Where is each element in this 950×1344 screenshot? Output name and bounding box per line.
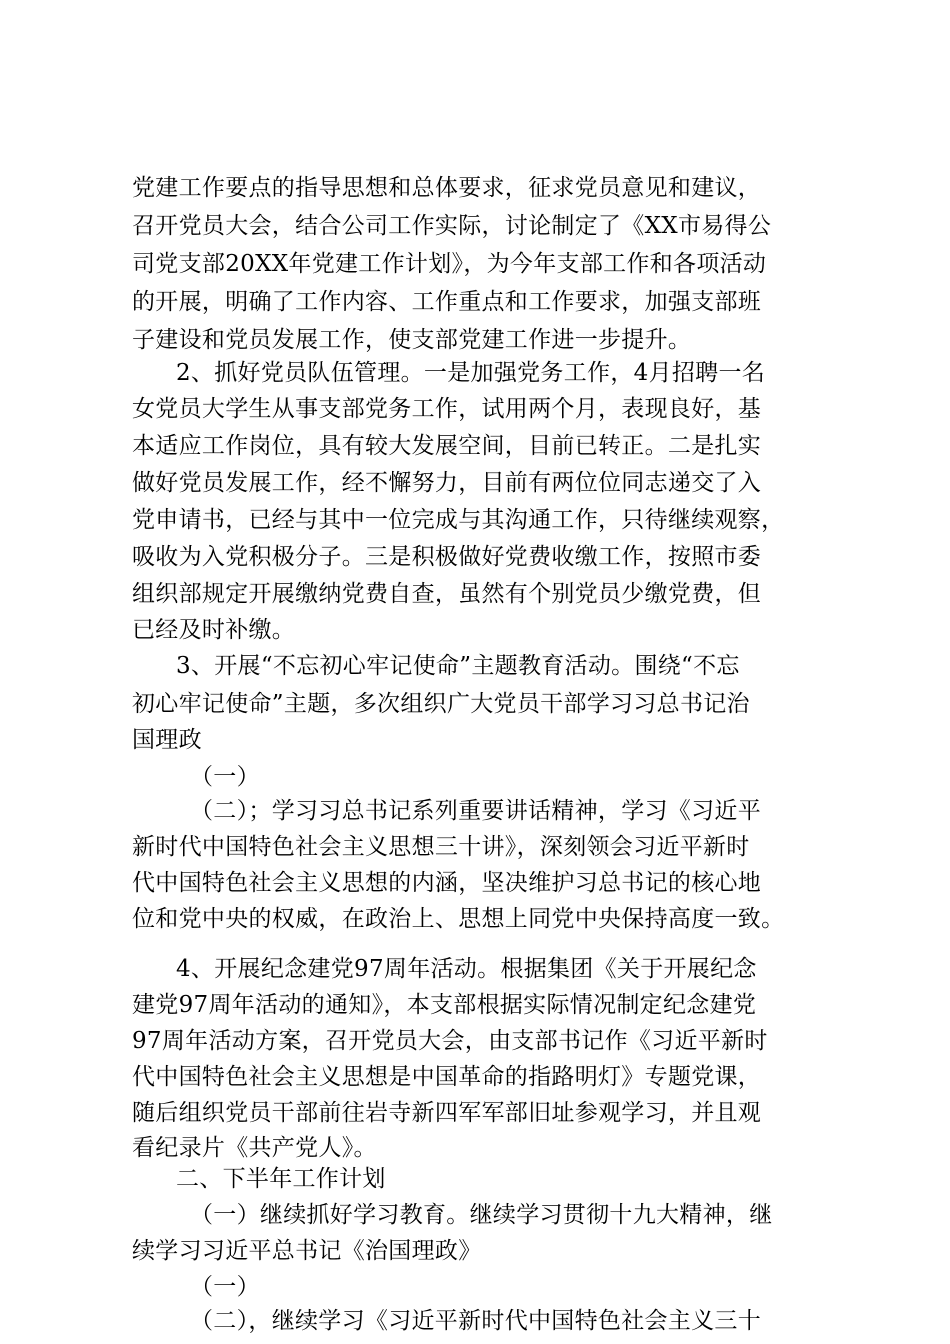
paragraph-line: 本适应工作岗位，具有较大发展空间，目前已转正。二是扎实 [132,433,762,459]
paragraph-line: 组织部规定开展缴纳党费自查，虽然有个别党员少缴党费，但 [132,581,762,607]
paragraph-line: 子建设和党员发展工作，使支部党建工作进一步提升。 [132,327,692,353]
paragraph-line: 吸收为入党积极分子。三是积极做好党费收缴工作，按照市委 [132,544,762,570]
paragraph-line: 女党员大学生从事支部党务工作，试用两个月，表现良好，基 [132,396,762,422]
paragraph-line: 看纪录片《共产党人》。 [132,1135,377,1161]
paragraph-line: 3、开展“不忘初心牢记使命”主题教育活动。围绕“不忘 [176,653,740,679]
paragraph-line: 建党97周年活动的通知》，本支部根据实际情况制定纪念建党 [132,992,757,1018]
paragraph-line: 司党支部20XX年党建工作计划》，为今年支部工作和各项活动 [132,251,767,277]
paragraph-line: 位和党中央的权威，在政治上、思想上同党中央保持高度一致。 [132,906,785,932]
paragraph-line: 代中国特色社会主义思想的内涵，坚决维护习总书记的核心地 [132,870,762,896]
paragraph-line: （二），继续学习《习近平新时代中国特色社会主义三十 [190,1308,761,1334]
paragraph-line: 已经及时补缴。 [132,617,296,643]
paragraph-line: （二）；学习习总书记系列重要讲话精神，学习《习近平 [190,798,761,824]
paragraph-line: 国理政 [132,727,202,753]
paragraph-line: 的开展，明确了工作内容、工作重点和工作要求，加强支部班 [132,289,762,315]
paragraph-line: 代中国特色社会主义思想是中国革命的指路明灯》专题党课， [132,1064,762,1090]
paragraph-line: 初心牢记使命”主题，多次组织广大党员干部学习习总书记治 [132,691,750,717]
paragraph-line: 党建工作要点的指导思想和总体要求，征求党员意见和建议， [132,175,762,201]
paragraph-line: 召开党员大会，结合公司工作实际，讨论制定了《XX市易得公 [132,213,772,239]
paragraph-line: 新时代中国特色社会主义思想三十讲》，深刻领会习近平新时 [132,834,750,860]
paragraph-line: 做好党员发展工作，经不懈努力，目前有两位位同志递交了入 [132,470,762,496]
section-heading: 二、下半年工作计划 [176,1166,386,1192]
paragraph-line: 续学习习近平总书记《治国理政》 [132,1238,482,1264]
paragraph-line: 4、开展纪念建党97周年活动。根据集团《关于开展纪念 [176,956,757,982]
paragraph-line: 97周年活动方案，召开党员大会，由支部书记作《习近平新时 [132,1028,768,1054]
paragraph-line: 2、抓好党员队伍管理。一是加强党务工作，4月招聘一名 [176,360,766,386]
paragraph-line: 党申请书，已经与其中一位完成与其沟通工作，只待继续观察， [132,507,785,533]
paragraph-line: （一） [190,1274,260,1300]
paragraph-line: （一）继续抓好学习教育。继续学习贯彻十九大精神，继 [190,1202,773,1228]
paragraph-line: 随后组织党员干部前往岩寺新四军军部旧址参观学习，并且观 [132,1100,762,1126]
paragraph-line: （一） [190,764,260,790]
